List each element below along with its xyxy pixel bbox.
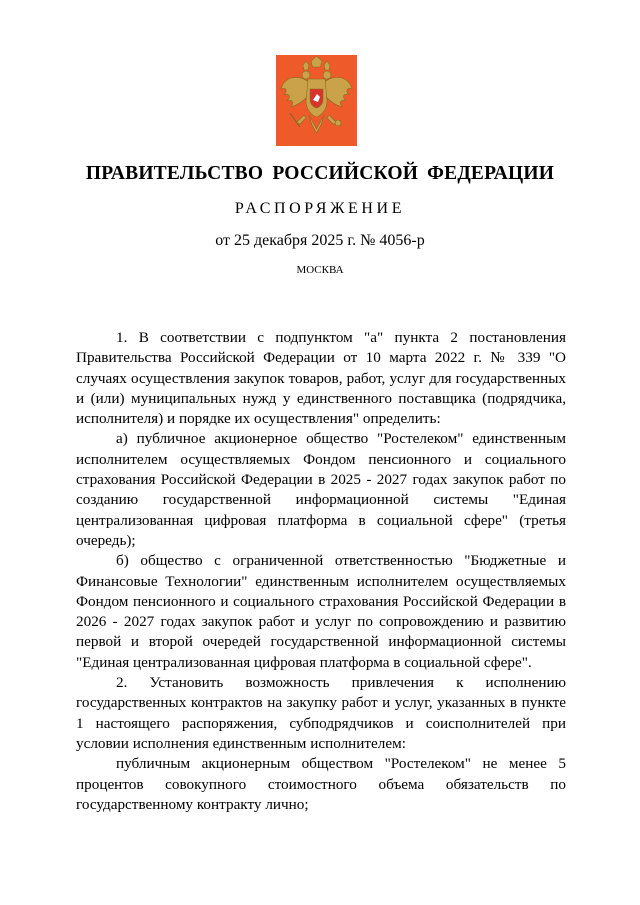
document-date-number: от 25 декабря 2025 г. № 4056-р [215, 232, 425, 249]
paragraph-2: 2. Установить возможность привлечения к исполнению государственных контрактов на закупку работ и услуг, указанных в пункте 1 настоящего распоряжения, субподрядчиков и соисполнителей при условии исполнения единственным исполнителем: [76, 674, 566, 752]
paragraph-1b: б) общество с ограниченной ответственностью "Бюджетные и Финансовые Технологии" единственным исполнителем осуществляемых Фондом пенсионного и социального страхования Российской Федерации в 2026 - 2027 годах закупок работ и услуг по сопровождению и развитию первой и второй очередей государственной информационной системы "Единая централизованная цифровая платформа в социальной сфере". [76, 552, 566, 671]
paragraph-2-rostelecom: публичным акционерным обществом "Ростелеком" не менее 5 процентов совокупного стоимостного объема обязательств по государственному контракту лично; [76, 755, 566, 813]
paragraph-1a: а) публичное акционерное общество "Ростелеком" единственным исполнителем осуществляемых Фондом пенсионного и социального страхования Российской Федерации в 2025 - 2027 годах закупок работ по созданию государственной информационной системы "Единая централизованная цифровая платформа в социальной сфере" (третья очередь); [76, 430, 566, 549]
document-city: МОСКВА [296, 264, 344, 276]
russian-coat-of-arms-icon [276, 55, 357, 146]
document-type: РАСПОРЯЖЕНИЕ [234, 200, 406, 217]
government-title: ПРАВИТЕЛЬСТВО РОССИЙСКОЙ ФЕДЕРАЦИИ [85, 163, 555, 184]
paragraph-1: 1. В соответствии с подпунктом "а" пункта 2 постановления Правительства Российской Федерации от 10 марта 2022 г. № 339 "О случаях осуществления закупок товаров, работ, услуг для государственных и (или) муниципальных нужд у единственного поставщика (подрядчика, исполнителя) и порядке их осуществления" определить: [76, 329, 566, 428]
document-body [76, 328, 566, 815]
